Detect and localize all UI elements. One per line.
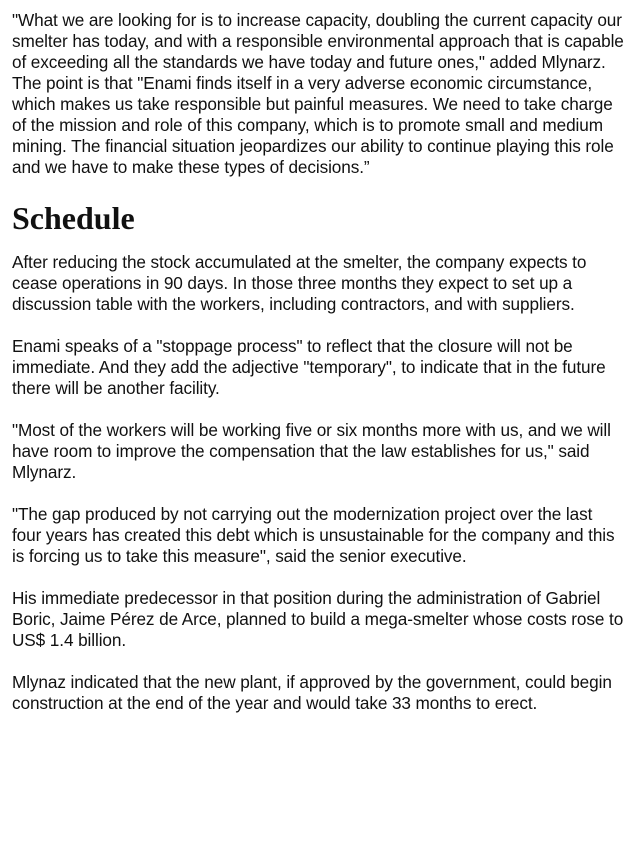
paragraph-new-plant: Mlynaz indicated that the new plant, if approved by the government, could begin construction at the end of the year and would take 33 months to erect. [12,672,612,713]
article-body [12,10,624,735]
paragraph-workers-compensation: "Most of the workers will be working five or six months more with us, and we will have room to improve the compensation that the law establishes for us," said Mlynarz. [12,420,611,482]
paragraph-predecessor: His immediate predecessor in that position during the administration of Gabriel Boric, Jaime Pérez de Arce, planned to build a mega-smelter whose costs rose to US$ 1.4 billion. [12,588,624,650]
paragraph-modernization-gap: "The gap produced by not carrying out the modernization project over the last four years has created this debt which is unsustainable for the company and this is forcing us to take this measure", said the senior executive. [12,504,615,566]
paragraph-cease-operations: After reducing the stock accumulated at the smelter, the company expects to cease operations in 90 days. In those three months they expect to set up a discussion table with the workers, including contractors, and with suppliers. [12,252,587,314]
paragraph-stoppage-process: Enami speaks of a "stoppage process" to reflect that the closure will not be immediate. And they add the adjective "temporary", to indicate that in the future there will be another facility. [12,336,606,398]
paragraph-quote-capacity: "What we are looking for is to increase capacity, doubling the current capacity our smelter has today, and with a responsible environmental approach that is capable of exceeding all the standards we have today and future ones," added Mlynarz. The point is that "Enami finds itself in a very adverse economic circumstance, which makes us take responsible but painful measures. We need to take charge of the mission and role of this company, which is to promote small and medium mining. The financial situation jeopardizes our ability to continue playing this role and we have to make these types of decisions.” [12,10,624,177]
section-heading-schedule: Schedule [12,200,135,236]
